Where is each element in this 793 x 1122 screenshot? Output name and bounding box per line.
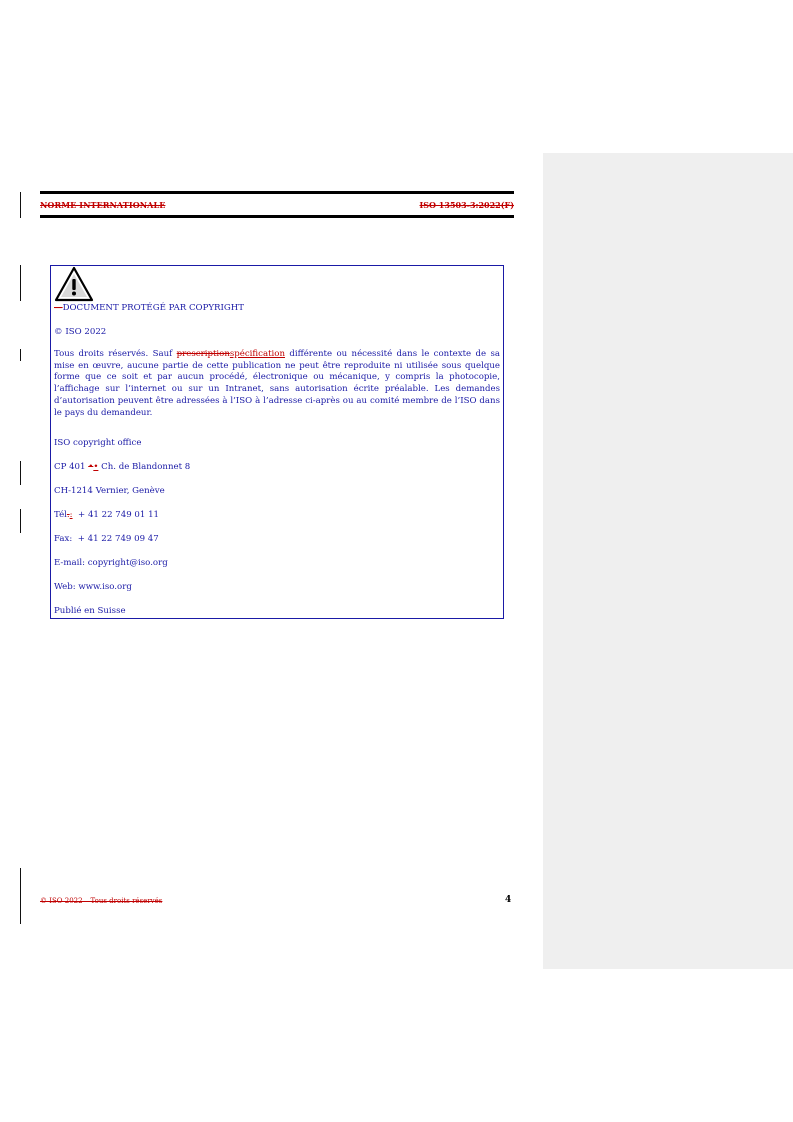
- rights-text-end: différente ou nécessité dans le contexte de sa mise en œuvre, aucune partie de cette publication ne peut être reproduite ni utilisée sous quelque forme que ce soit et par aucun procédé, électronique ou mécanique, y compris la photocopie, l’affichage sur l’internet ou sur un Intranet, sans autorisation écrite préalable. Les demandes d’autorisation peuvent être adressées à l’ISO à l’adresse ci-après ou au comité membre de l’ISO dans le pays du demandeur.: [54, 349, 500, 418]
- change-bar: [20, 349, 21, 361]
- copyright-title: [54, 303, 244, 313]
- address-end: Ch. de Blandonnet 8: [98, 462, 191, 472]
- email-line: E-mail: copyright@iso.org: [54, 558, 168, 568]
- tel-label: Tél: [54, 510, 67, 520]
- deleted-period: .: [66, 510, 70, 520]
- deleted-word: prescription: [176, 349, 230, 359]
- change-bar: [20, 192, 21, 218]
- change-bar: [20, 868, 21, 924]
- postal-address: [54, 462, 190, 472]
- change-bar: [20, 461, 21, 485]
- office-name: ISO copyright office: [54, 438, 142, 448]
- published-line: Publié en Suisse: [54, 606, 126, 616]
- comments-pane: [543, 153, 793, 969]
- inserted-word: spécification: [229, 349, 285, 359]
- rights-text-start: Tous droits réservés. Sauf: [54, 349, 177, 359]
- page-number: 4: [505, 895, 512, 905]
- copyright-year: © ISO 2022: [54, 327, 107, 337]
- fax-line: Fax: + 41 22 749 09 47: [54, 534, 159, 544]
- footer-copyright: © ISO 2022 – Tous droits réservés: [40, 897, 163, 905]
- copyright-title-text: DOCUMENT PROTÉGÉ PAR COPYRIGHT: [62, 303, 245, 313]
- deleted-dash: —: [54, 303, 63, 313]
- telephone-line: [54, 510, 159, 520]
- rights-paragraph: [54, 349, 500, 419]
- inserted-colon: :: [69, 510, 73, 520]
- header-bottom-rule: [40, 215, 514, 218]
- header-standard-number: ISO 13503-3:2022(F): [419, 200, 514, 210]
- web-line: Web: www.iso.org: [54, 582, 132, 592]
- change-bar: [20, 265, 21, 301]
- address-start: CP 401: [54, 462, 89, 472]
- header-top-rule: [40, 191, 514, 194]
- inserted-bullet: •: [93, 462, 99, 472]
- city-line: CH-1214 Vernier, Genève: [54, 486, 165, 496]
- deleted-bullet: •: [88, 462, 94, 472]
- change-bar: [20, 509, 21, 533]
- tel-value: + 41 22 749 01 11: [72, 510, 160, 520]
- header-title: NORME INTERNATIONALE: [40, 200, 166, 210]
- warning-triangle-icon: [54, 266, 94, 302]
